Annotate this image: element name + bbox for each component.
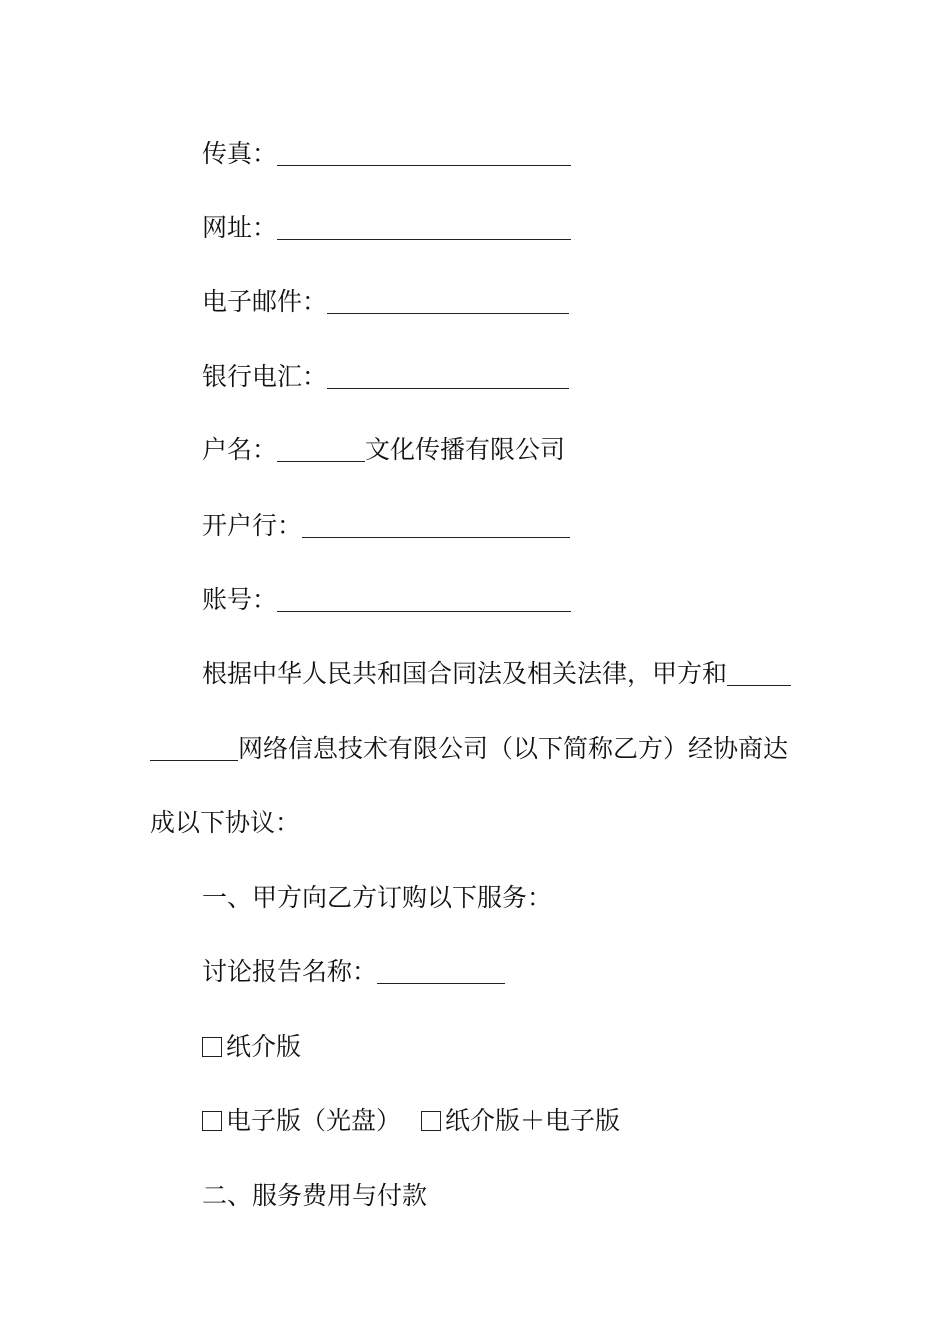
account-no-blank[interactable] xyxy=(277,589,571,612)
website-label: 网址： xyxy=(202,213,278,242)
intro-line-1 xyxy=(202,654,791,694)
account-no-line xyxy=(202,580,571,620)
intro-line-2 xyxy=(150,729,788,769)
wire-blank[interactable] xyxy=(327,366,569,389)
party-b-blank-b[interactable] xyxy=(150,738,238,761)
account-name-label: 户名： xyxy=(202,435,278,464)
option-paper-line xyxy=(202,1027,301,1067)
fax-label: 传真： xyxy=(202,139,278,168)
bank-line xyxy=(202,506,570,546)
account-no-label: 账号： xyxy=(202,585,278,614)
account-name-suffix: 文化传播有限公司 xyxy=(365,435,566,464)
both-checkbox[interactable] xyxy=(421,1111,441,1131)
section1-heading-text: 一、甲方向乙方订购以下服务： xyxy=(202,883,553,912)
email-line xyxy=(202,282,569,322)
option-electronic-line xyxy=(202,1101,620,1141)
report-name-blank[interactable] xyxy=(377,961,505,984)
bank-label: 开户行： xyxy=(202,511,303,540)
report-name-line xyxy=(202,952,505,992)
section2-heading-text: 二、服务费用与付款 xyxy=(202,1181,428,1210)
wire-label: 银行电汇： xyxy=(202,362,328,391)
intro-text-2: 网络信息技术有限公司（以下简称乙方）经协商达 xyxy=(238,734,789,763)
paper-checkbox[interactable] xyxy=(202,1037,222,1057)
option-both-label: 纸介版＋电子版 xyxy=(445,1106,621,1135)
account-name-blank[interactable] xyxy=(277,439,365,462)
intro-text-3: 成以下协议： xyxy=(150,808,301,837)
party-b-blank-a[interactable] xyxy=(727,663,791,686)
wire-line xyxy=(202,357,569,397)
electronic-checkbox[interactable] xyxy=(202,1111,222,1131)
website-line xyxy=(202,208,571,248)
intro-line-3 xyxy=(150,803,300,843)
bank-blank[interactable] xyxy=(302,515,570,538)
option-paper-label: 纸介版 xyxy=(226,1032,302,1061)
email-label: 电子邮件： xyxy=(202,287,328,316)
email-blank[interactable] xyxy=(327,291,569,314)
option-electronic-label: 电子版（光盘） xyxy=(226,1106,402,1135)
section1-heading xyxy=(202,878,552,918)
report-name-label: 讨论报告名称： xyxy=(202,957,378,986)
account-name-line xyxy=(202,430,565,470)
section2-heading xyxy=(202,1176,427,1216)
intro-text-1: 根据中华人民共和国合同法及相关法律，甲方和 xyxy=(202,659,728,688)
website-blank[interactable] xyxy=(277,217,571,240)
fax-line xyxy=(202,134,571,174)
fax-blank[interactable] xyxy=(277,143,571,166)
